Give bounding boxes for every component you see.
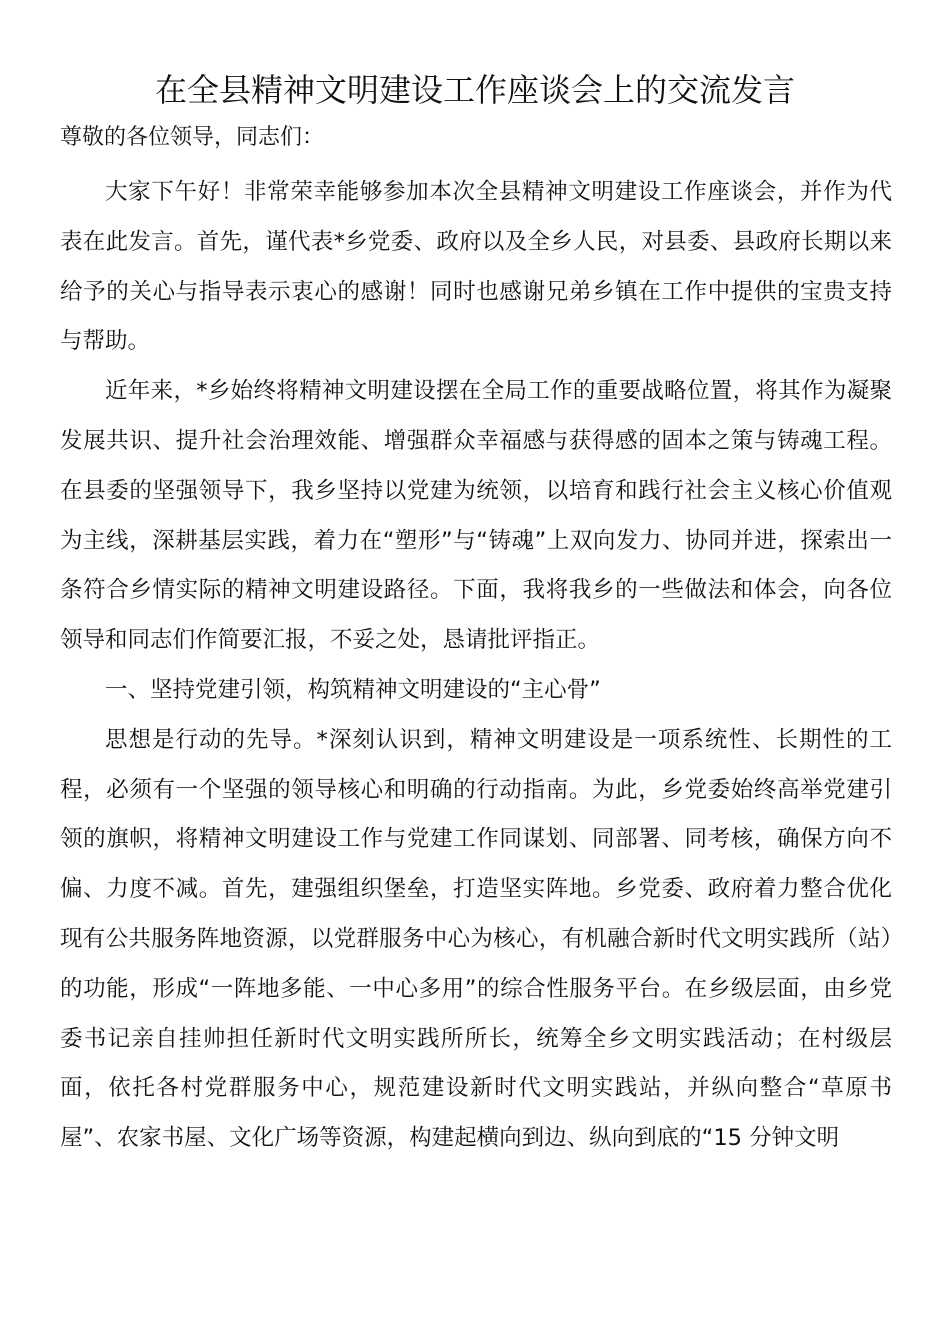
salutation: 尊敬的各位领导，同志们： bbox=[60, 125, 325, 150]
paragraph-section-1: 思想是行动的先导。*深刻认识到，精神文明建设是一项系统性、长期性的工程，必须有一个坚强的领导核心和明确的行动指南。为此，乡党委始终高举党建引领的旗帜，将精神文明建设工作与党建工作同谋划、同部署、同考核，确保方向不偏、力度不减。首先，建强组织堡垒，打造坚实阵地。乡党委、政府着力整合优化现有公共服务阵地资源，以党群服务中心为核心，有机融合新时代文明实践所（站）的功能，形成“一阵地多能、一中心多用”的综合性服务平台。在乡级层面，由乡党委书记亲自挂帅担任新时代文明实践所所长，统筹全乡文明实践活动；在村级层面，依托各村党群服务中心，规范建设新时代文明实践站，并纵向整合“草原书屋”、农家书屋、文化广场等资源，构建起横向到边、纵向到底的“15 分钟文明 bbox=[60, 726, 892, 1152]
section-heading-1: 一、坚持党建引领，构筑精神文明建设的“主心骨” bbox=[105, 676, 601, 703]
paragraph-greeting: 大家下午好！非常荣幸能够参加本次全县精神文明建设工作座谈会，并作为代表在此发言。首先，谨代表*乡党委、政府以及全乡人民，对县委、县政府长期以来给予的关心与指导表示衷心的感谢！同时也感谢兄弟乡镇在工作中提供的宝贵支持与帮助。 bbox=[60, 179, 892, 355]
document-body bbox=[60, 168, 892, 1164]
document-title: 在全县精神文明建设工作座谈会上的交流发言 bbox=[154, 71, 795, 109]
paragraph-overview: 近年来，*乡始终将精神文明建设摆在全局工作的重要战略位置，将其作为凝聚发展共识、提升社会治理效能、增强群众幸福感与获得感的固本之策与铸魂工程。在县委的坚强领导下，我乡坚持以党建为统领，以培育和践行社会主义核心价值观为主线，深耕基层实践，着力在“塑形”与“铸魂”上双向发力、协同并进，探索出一条符合乡情实际的精神文明建设路径。下面，我将我乡的一些做法和体会，向各位领导和同志们作简要汇报，不妥之处，恳请批评指正。 bbox=[60, 378, 892, 654]
